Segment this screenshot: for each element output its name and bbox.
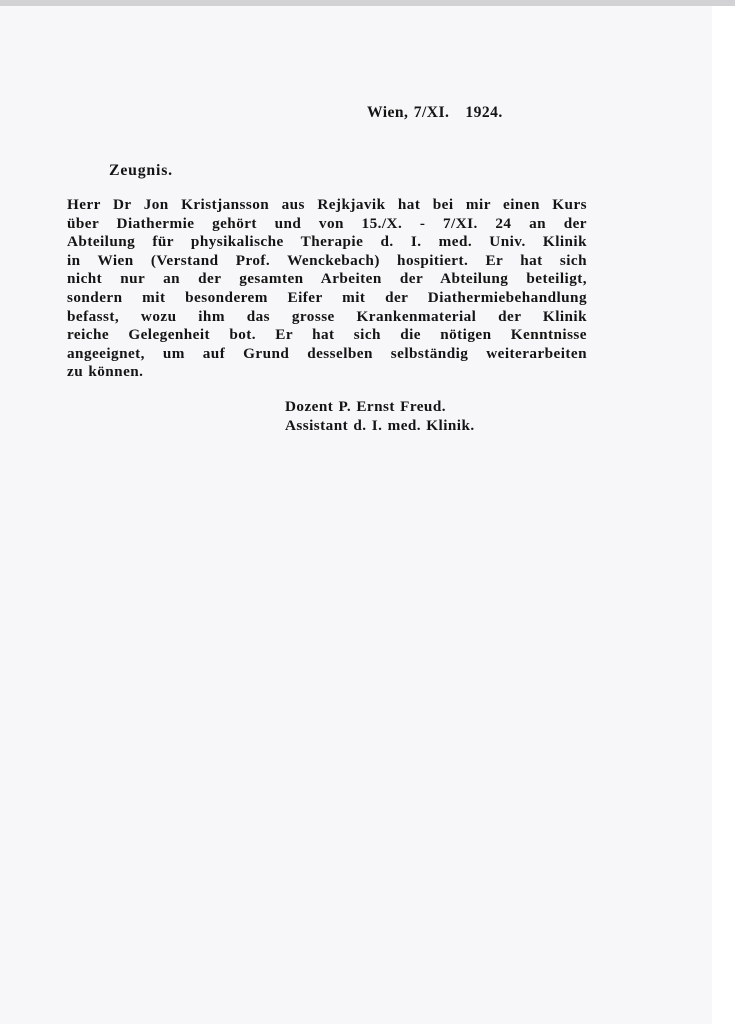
signature-name: Dozent P. Ernst Freud.	[285, 398, 446, 415]
body-line: reiche Gelegenheit bot. Er hat sich die nötigen Kenntnisse	[67, 326, 587, 344]
signature-title: Assistant d. I. med. Klinik.	[285, 416, 475, 434]
body-line: sondern mit besonderem Eifer mit der Diathermiebehandlung	[67, 288, 587, 306]
body-line: zu können.	[67, 363, 144, 381]
body-line: nicht nur an der gesamten Arbeiten der Abteilung beteiligt,	[67, 270, 587, 288]
paper-sheet	[0, 6, 712, 1024]
date-line: Wien, 7/XI. 1924.	[367, 104, 503, 121]
body-paragraph	[67, 196, 587, 382]
body-line: befasst, wozu ihm das grosse Krankenmaterial der Klinik	[67, 307, 587, 325]
body-line: über Diathermie gehört und von 15./X. - 7/XI. 24 an der	[67, 214, 587, 232]
body-line: in Wien (Verstand Prof. Wenckebach) hospitiert. Er hat sich	[67, 251, 587, 269]
signature-block	[285, 398, 475, 435]
body-line: Herr Dr Jon Kristjansson aus Rejkjavik hat bei mir einen Kurs	[67, 196, 587, 213]
body-line: Abteilung für physikalische Therapie d. I. med. Univ. Klinik	[67, 233, 587, 251]
body-line: angeeignet, um auf Grund desselben selbständig weiterarbeiten	[67, 344, 587, 362]
scan-right-edge	[712, 6, 735, 1024]
document-heading: Zeugnis.	[109, 162, 173, 179]
